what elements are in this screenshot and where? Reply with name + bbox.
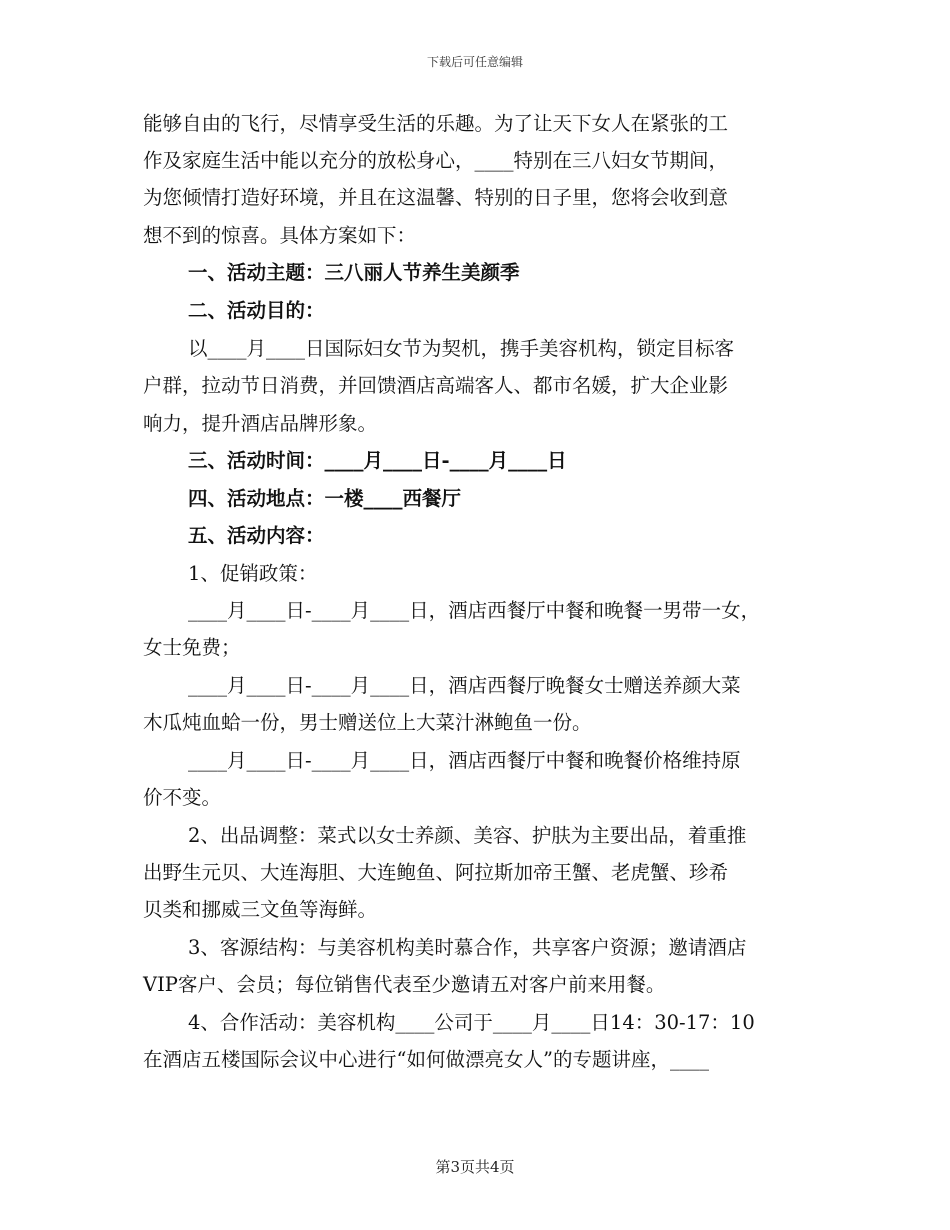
- body-line: 以____月____日国际妇女节为契机，携手美容机构，锁定目标客: [188, 337, 735, 360]
- body-line: ____月____日-____月____日，酒店西餐厅晚餐女士赠送养颜大菜: [188, 674, 741, 697]
- page-footer: 第3页共4页: [435, 1158, 515, 1176]
- page-header: 下载后可任意编辑: [426, 55, 523, 69]
- body-line: 响力，提升酒店品牌形象。: [143, 412, 378, 435]
- body-line: 为您倾情打造好环境，并且在这温馨、特别的日子里，您将会收到意: [143, 186, 729, 209]
- body-line: 贝类和挪威三文鱼等海鲜。: [143, 898, 378, 921]
- body-line: 木瓜炖血蛤一份，男士赠送位上大菜汁淋鲍鱼一份。: [143, 711, 592, 734]
- body-line: 4、合作活动：美容机构____公司于____月____日14：30-17：10: [188, 1011, 755, 1034]
- section-heading-content: 五、活动内容：: [188, 524, 325, 547]
- body-line: 出野生元贝、大连海胆、大连鲍鱼、阿拉斯加帝王蟹、老虎蟹、珍希: [143, 861, 729, 884]
- body-line: ____月____日-____月____日，酒店西餐厅中餐和晚餐一男带一女，: [188, 599, 761, 622]
- body-line: 女士免费；: [143, 636, 241, 659]
- section-heading-purpose: 二、活动目的：: [188, 299, 325, 322]
- body-line: 3、客源结构：与美容机构美时慕合作，共享客户资源；邀请酒店: [188, 936, 747, 959]
- body-line: VIP客户、会员；每位销售代表至少邀请五对客户前来用餐。: [143, 973, 666, 996]
- body-line: 想不到的惊喜。具体方案如下：: [143, 224, 417, 247]
- body-line: 2、出品调整：菜式以女士养颜、美容、护肤为主要出品，着重推: [188, 824, 747, 847]
- body-line: ____月____日-____月____日，酒店西餐厅中餐和晚餐价格维持原: [188, 749, 741, 772]
- section-heading-time: 三、活动时间：____月____日-____月____日: [188, 449, 567, 472]
- body-line: 能够自由的飞行，尽情享受生活的乐趣。为了让天下女人在紧张的工: [143, 112, 729, 135]
- body-line: 作及家庭生活中能以充分的放松身心，____特别在三八妇女节期间，: [143, 149, 729, 172]
- body-line: 在酒店五楼国际会议中心进行“如何做漂亮女人”的专题讲座，____: [143, 1048, 709, 1071]
- subsection-heading: 1、促销政策：: [188, 562, 318, 585]
- body-line: 价不变。: [143, 786, 222, 809]
- section-heading-theme: 一、活动主题：三八丽人节养生美颜季: [188, 261, 520, 284]
- section-heading-location: 四、活动地点：一楼____西餐厅: [188, 487, 462, 510]
- body-line: 户群，拉动节日消费，并回馈酒店高端客人、都市名媛，扩大企业影: [143, 374, 729, 397]
